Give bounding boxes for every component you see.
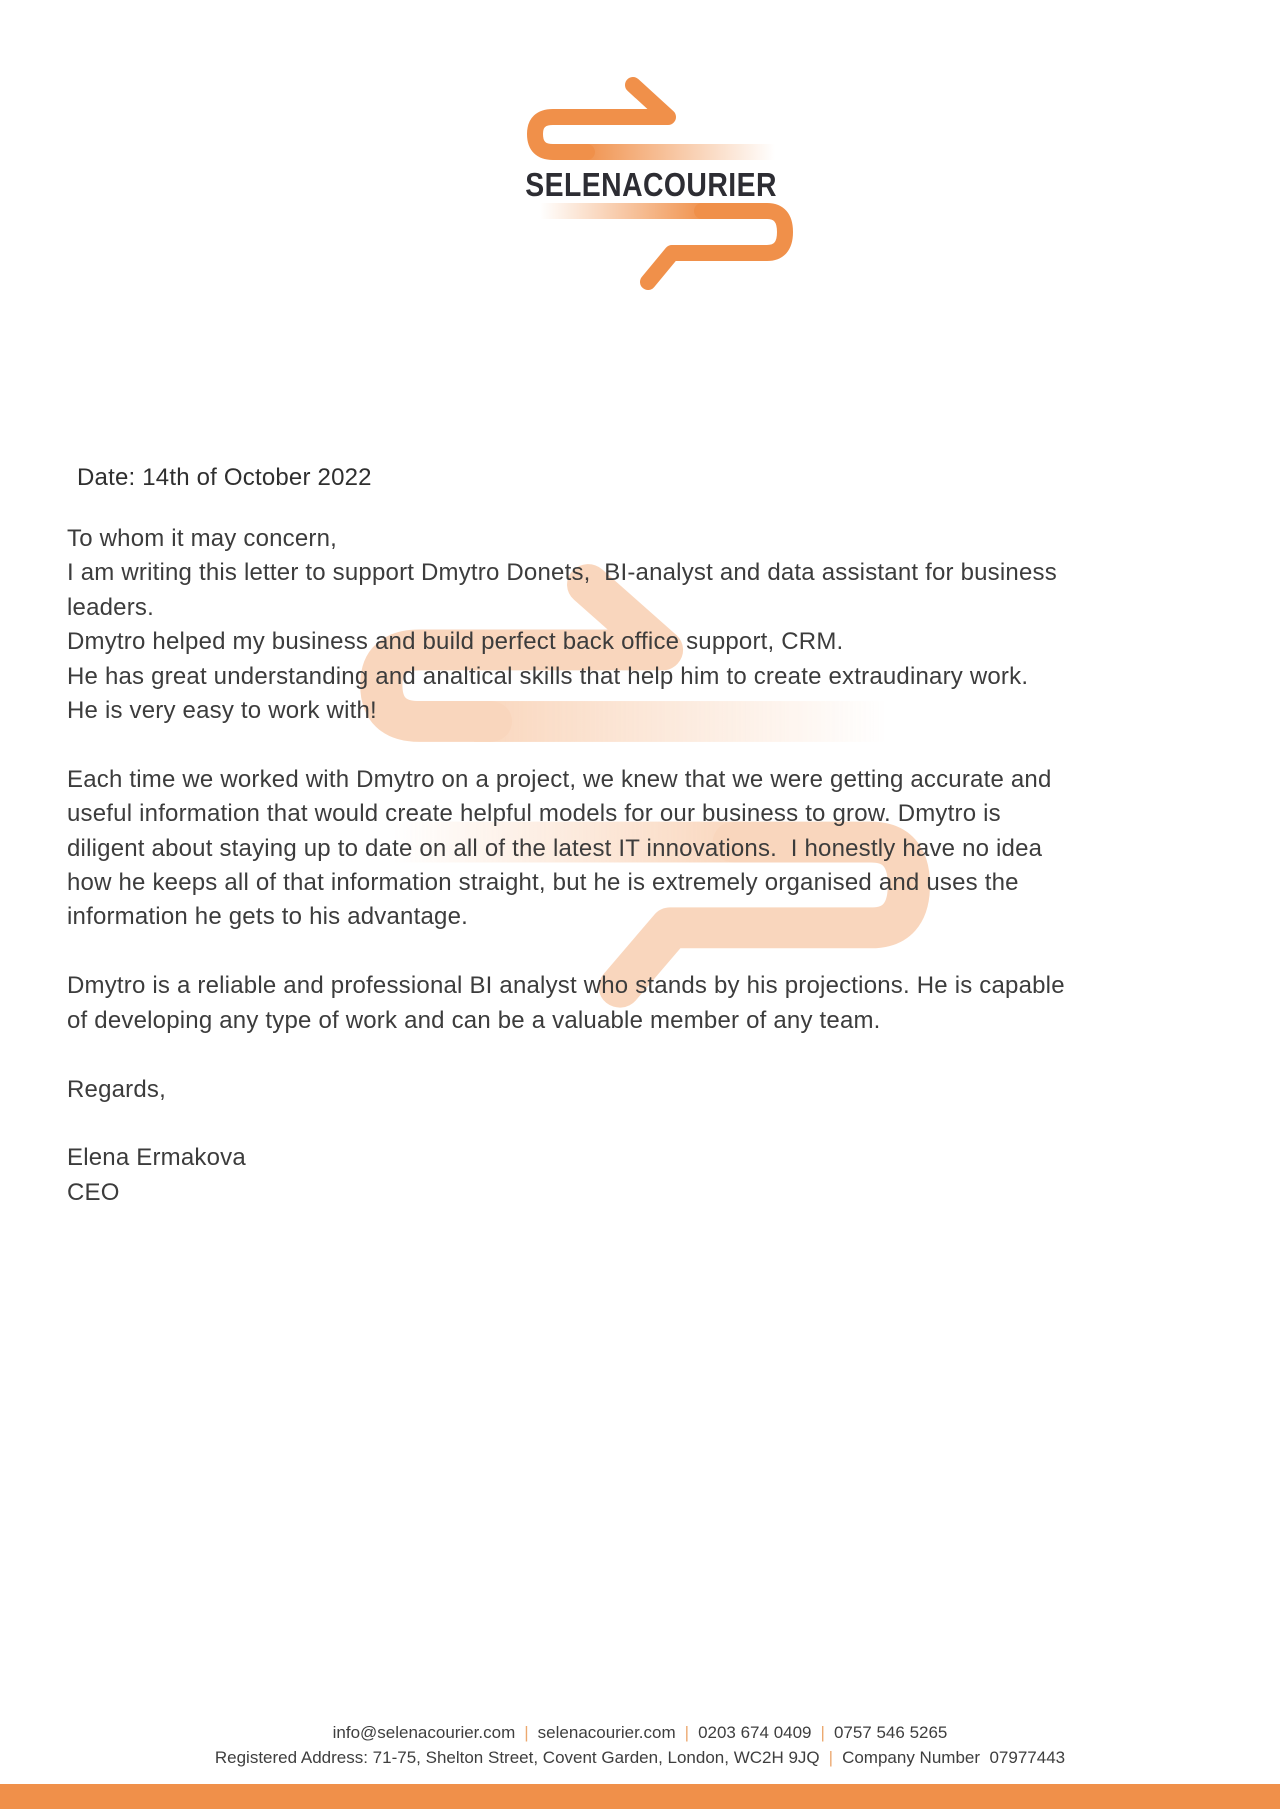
letter-line bbox=[67, 1107, 1217, 1141]
footer-separator: | bbox=[524, 1723, 529, 1742]
letter-line: He has great understanding and analtical skills that help him to create extraudinary work. bbox=[67, 662, 1029, 690]
letter-line: information he gets to his advantage. bbox=[67, 903, 468, 931]
letter-line: Dmytro helped my business and build perfect back office support, CRM. bbox=[67, 628, 844, 656]
letter-line: Regards, bbox=[67, 1075, 166, 1103]
footer-contact-line bbox=[0, 1720, 1280, 1745]
letter-line bbox=[67, 1038, 1217, 1072]
footer-text bbox=[0, 1720, 1280, 1770]
footer-segment: info@selenacourier.com bbox=[332, 1723, 516, 1742]
footer-accent-bar bbox=[0, 1784, 1280, 1809]
logo-arrow-top-icon bbox=[535, 85, 668, 152]
letter-line: of developing any type of work and can be a valuable member of any team. bbox=[67, 1006, 881, 1034]
letter-line: useful information that would create helpful models for our business to grow. Dmytro is bbox=[67, 800, 1001, 828]
footer-separator: | bbox=[820, 1723, 825, 1742]
letter-line: He is very easy to work with! bbox=[67, 697, 377, 725]
letter-line: how he keeps all of that information straight, but he is extremely organised and uses the bbox=[67, 869, 1019, 897]
footer-separator: | bbox=[684, 1723, 690, 1742]
footer-segment: 0203 674 0409 bbox=[698, 1723, 812, 1742]
footer-segment: 0757 546 5265 bbox=[833, 1723, 948, 1742]
footer-segment: Company Number 07977443 bbox=[842, 1748, 1066, 1767]
company-logo bbox=[505, 72, 795, 302]
letter-body bbox=[67, 522, 1217, 1210]
logo-arrow-bottom-icon bbox=[648, 211, 785, 282]
letter-line: To whom it may concern, bbox=[67, 525, 338, 552]
letter-line: Each time we worked with Dmytro on a project, we knew that we were getting accurate and bbox=[67, 765, 1052, 793]
footer-segment: Registered Address: 71-75, Shelton Street, Covent Garden, London, WC2H 9JQ bbox=[214, 1748, 820, 1767]
letter-line bbox=[67, 935, 1217, 969]
footer-address-line bbox=[0, 1745, 1280, 1770]
letter-line: I am writing this letter to support Dmytro Donets, BI-analyst and data assistant for business bbox=[67, 559, 1057, 587]
letter-line: Elena Ermakova bbox=[67, 1144, 246, 1172]
letter-line: diligent about staying up to date on all of the latest IT innovations. I honestly have no idea bbox=[67, 834, 1043, 862]
letter-line: CEO bbox=[67, 1178, 120, 1206]
date-line: Date: 14th of October 2022 bbox=[77, 464, 372, 491]
letter-line: Dmytro is a reliable and professional BI analyst who stands by his projections. He is capable bbox=[67, 972, 1065, 1000]
letter-line bbox=[67, 728, 1217, 762]
letter-line: leaders. bbox=[67, 593, 154, 621]
footer-separator: | bbox=[828, 1748, 834, 1767]
footer-segment: selenacourier.com bbox=[537, 1723, 676, 1742]
logo-wordmark: SELENACOURIER bbox=[525, 166, 777, 203]
